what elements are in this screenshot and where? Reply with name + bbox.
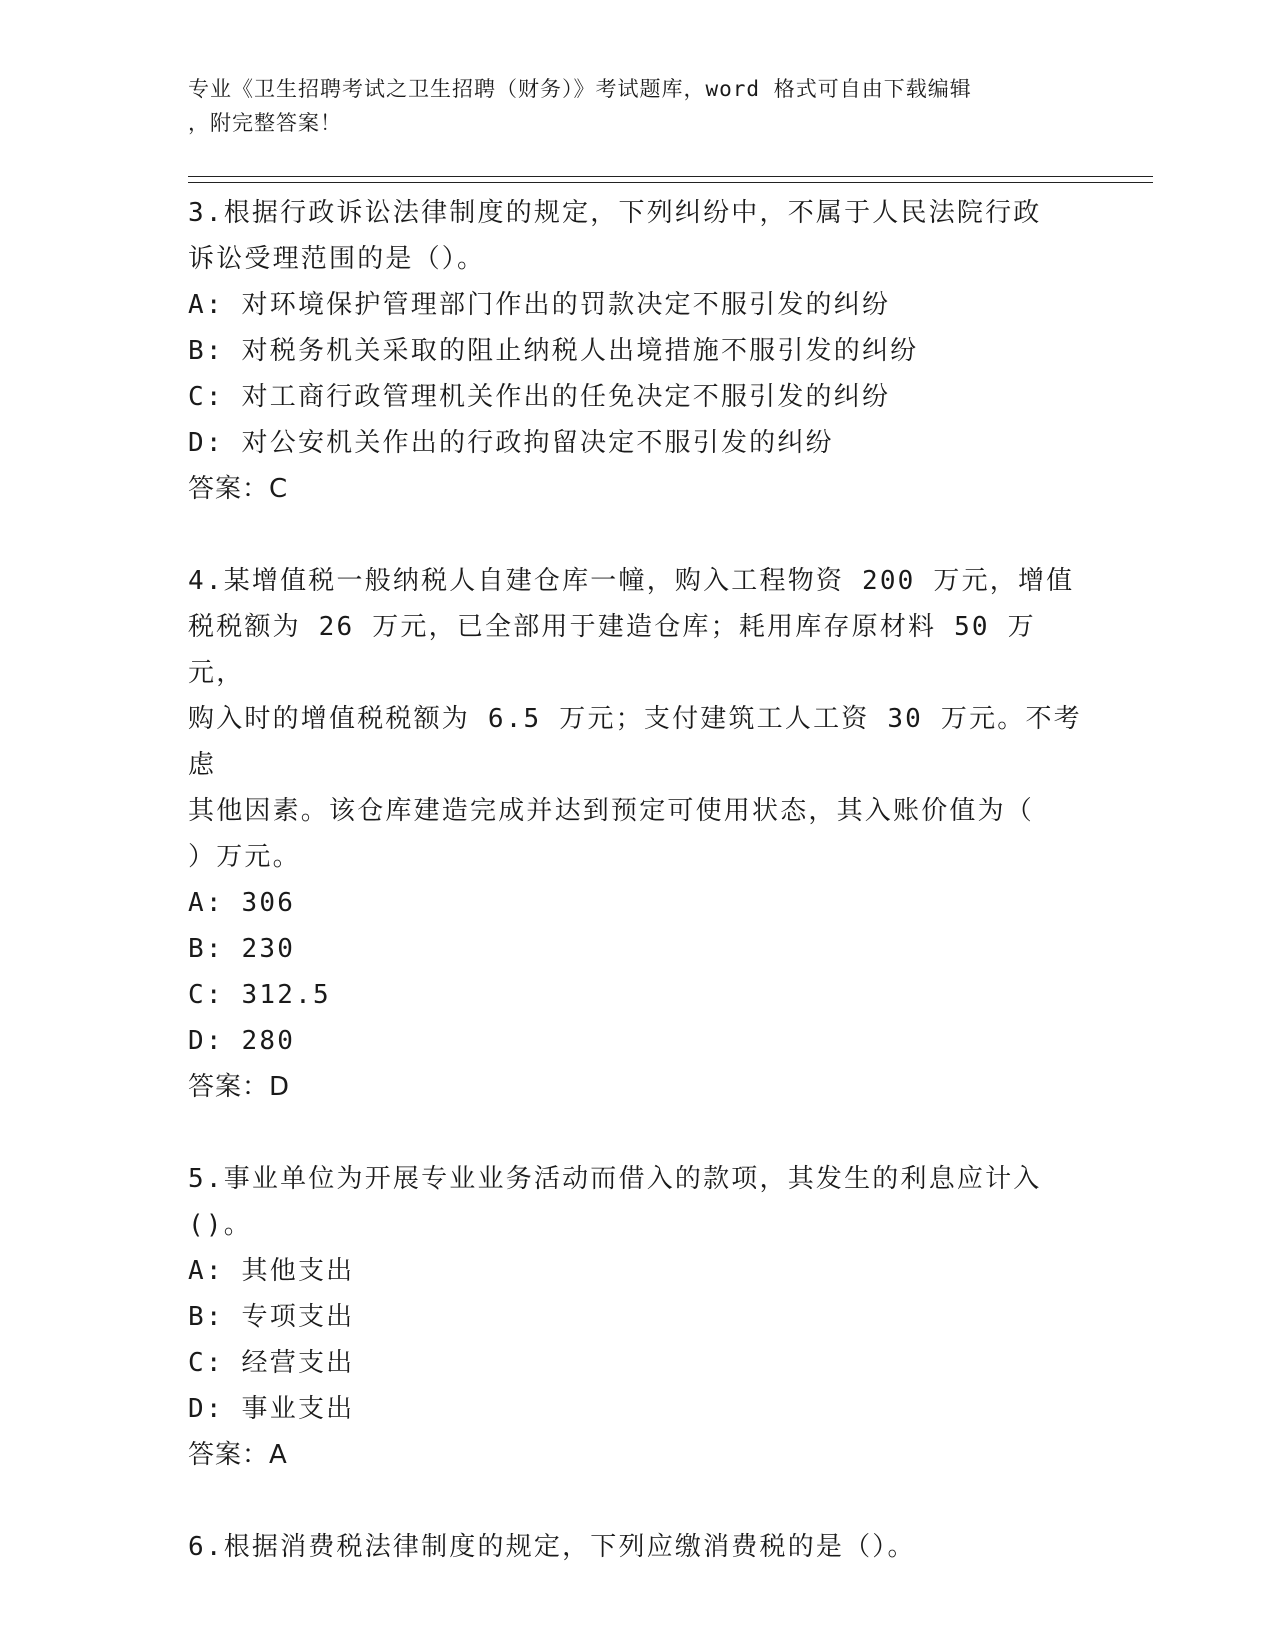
option-a: A: 对环境保护管理部门作出的罚款决定不服引发的纠纷	[188, 290, 891, 320]
option-c: C: 对工商行政管理机关作出的任免决定不服引发的纠纷	[188, 382, 891, 412]
option-b: B: 230	[188, 934, 296, 964]
answer-line: 答案：D	[188, 1072, 291, 1102]
question-text-line: 3.根据行政诉讼法律制度的规定，下列纠纷中，不属于人民法院行政	[188, 198, 1042, 228]
question-list	[188, 190, 1088, 1570]
question-3	[188, 190, 1088, 512]
question-text-line: 4.某增值税一般纳税人自建仓库一幢，购入工程物资 200 万元，增值	[188, 566, 1075, 596]
header-divider-bottom	[188, 182, 1153, 183]
header-line-2: ，附完整答案！	[188, 111, 342, 135]
question-text-line: 诉讼受理范围的是（）。	[188, 244, 486, 274]
question-6	[188, 1524, 1088, 1570]
option-c: C: 经营支出	[188, 1348, 355, 1378]
question-4	[188, 558, 1088, 1110]
option-b: B: 对税务机关采取的阻止纳税人出境措施不服引发的纠纷	[188, 336, 919, 366]
option-a: A: 其他支出	[188, 1256, 355, 1286]
option-d: D: 280	[188, 1026, 296, 1056]
answer-line: 答案：A	[188, 1440, 288, 1470]
question-5	[188, 1156, 1088, 1478]
option-c: C: 312.5	[188, 980, 331, 1010]
header-line-1: 专业《卫生招聘考试之卫生招聘（财务）》考试题库，word 格式可自由下载编辑	[188, 77, 972, 101]
document-header	[188, 72, 1068, 140]
question-text-line: 其他因素。该仓库建造完成并达到预定可使用状态，其入账价值为（	[188, 796, 1035, 826]
question-text-line: ()。	[188, 1210, 252, 1240]
question-text-line: ）万元。	[188, 842, 301, 872]
question-text-line: 税税额为 26 万元，已全部用于建造仓库；耗用库存原材料 50 万元，	[188, 612, 1036, 688]
option-a: A: 306	[188, 888, 296, 918]
option-d: D: 对公安机关作出的行政拘留决定不服引发的纠纷	[188, 428, 834, 458]
question-text-line: 6.根据消费税法律制度的规定，下列应缴消费税的是（）。	[188, 1532, 916, 1562]
answer-line: 答案：C	[188, 474, 289, 504]
option-b: B: 专项支出	[188, 1302, 355, 1332]
option-d: D: 事业支出	[188, 1394, 355, 1424]
question-text-line: 5.事业单位为开展专业业务活动而借入的款项，其发生的利息应计入	[188, 1164, 1042, 1194]
header-divider-top	[188, 176, 1153, 177]
question-text-line: 购入时的增值税税额为 6.5 万元；支付建筑工人工资 30 万元。不考虑	[188, 704, 1082, 780]
